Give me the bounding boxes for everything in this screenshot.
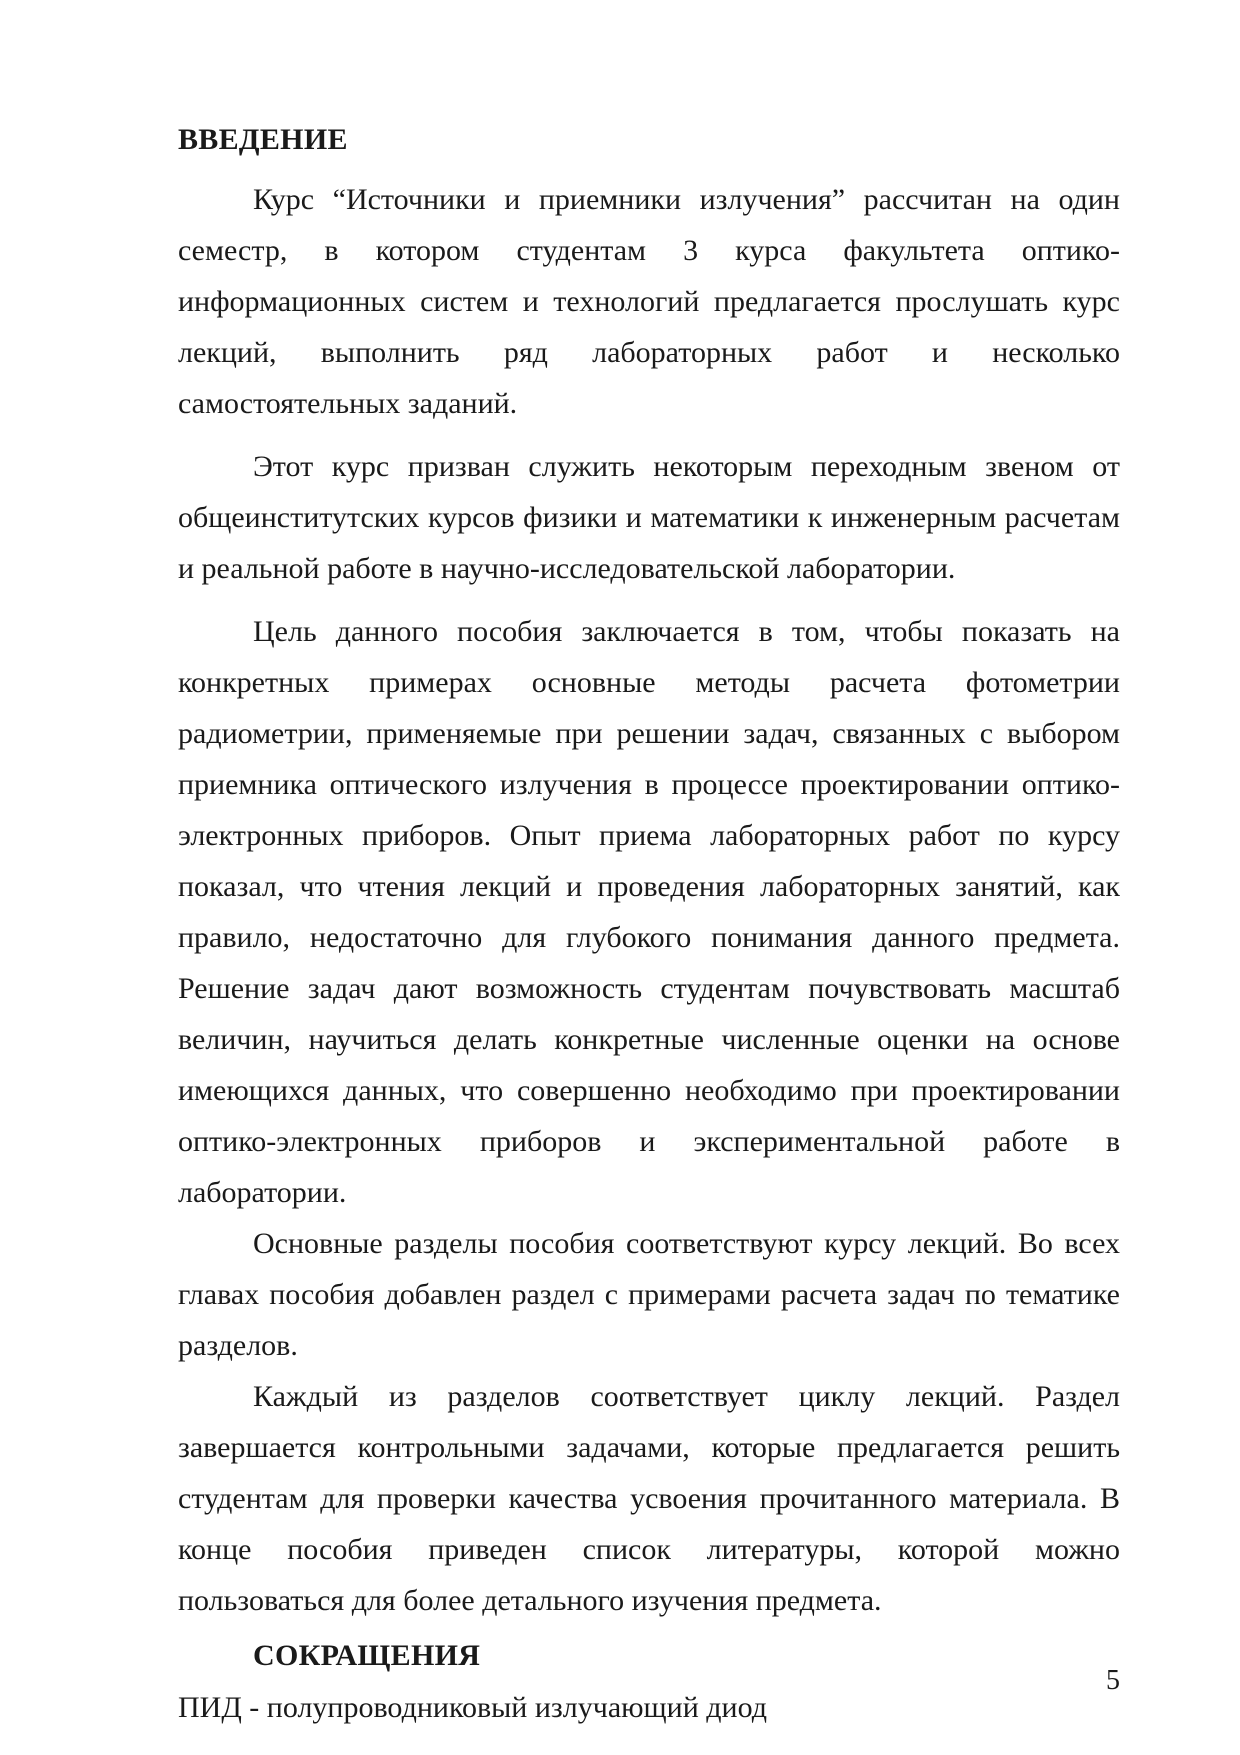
paragraph-course-overview: Курс “Источники и приемники излучения” рассчитан на один семестр, в котором студентам 3 курса факультета оптико-информационных систем и технологий предлагается прослушать курс лекций, выполнить ряд лабораторных работ и несколько самостоятельных заданий. [178, 183, 1120, 420]
paragraph-manual-goal: Цель данного пособия заключается в том, чтобы показать на конкретных примерах основные методы расчета фотометрии радиометрии, применяемые при решении задач, связанных с выбором приемника оптического излучения в процессе проектировании оптико-электронных приборов. Опыт приема лабораторных работ по курсу показал, что чтения лекций и проведения лабораторных занятий, как правило, недостаточно для глубокого понимания данного предмета. Решение задач дают возможность студентам почувствовать масштаб величин, научиться делать конкретные численные оценки на основе имеющихся данных, что совершенно необходимо при проектировании оптико-электронных приборов и экспериментальной работе в лаборатории. [178, 615, 1120, 1209]
abbreviations-heading: СОКРАЩЕНИЯ [253, 1639, 481, 1672]
page-number: 5 [1106, 1665, 1120, 1696]
abbreviation-item: ПИД - полупроводниковый излучающий диод [178, 1691, 767, 1724]
paragraph-main-sections: Основные разделы пособия соответствуют курсу лекций. Во всех главах пособия добавлен раздел с примерами расчета задач по тематике разделов. [178, 1227, 1120, 1362]
document-page [178, 118, 1120, 1730]
intro-heading: ВВЕДЕНИЕ [178, 123, 348, 156]
paragraph-each-section: Каждый из разделов соответствует циклу лекций. Раздел завершается контрольными задачами, которые предлагается решить студентам для проверки качества усвоения прочитанного материала. В конце пособия приведен список литературы, которой можно пользоваться для более детального изучения предмета. [178, 1380, 1120, 1617]
paragraph-course-purpose: Этот курс призван служить некоторым переходным звеном от общеинститутских курсов физики и математики к инженерным расчетам и реальной работе в научно-исследовательской лаборатории. [178, 450, 1120, 585]
